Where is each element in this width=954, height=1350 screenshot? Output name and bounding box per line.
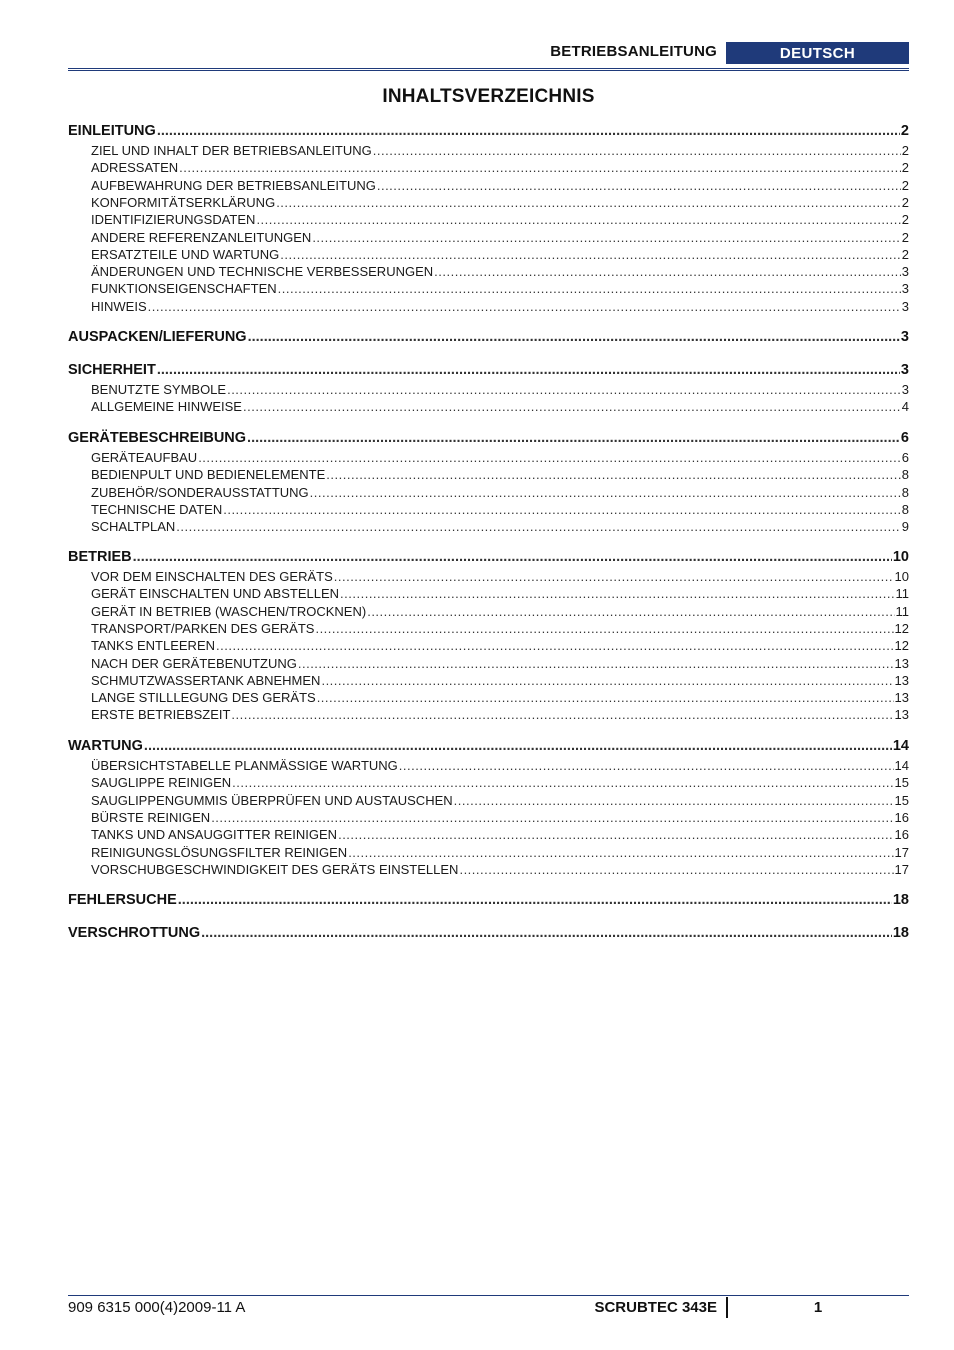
header-title: BETRIEBSANLEITUNG [550, 43, 717, 60]
toc-dot-leader [144, 738, 892, 754]
toc-subsection-page: 17 [894, 861, 909, 877]
toc-subsection-page: 2 [901, 246, 909, 262]
toc-subsection-entry [91, 707, 909, 723]
toc-subsection-title: GERÄTEAUFBAU [91, 450, 198, 465]
toc-subsection-entry [91, 827, 909, 843]
toc-subsection-entry [91, 569, 909, 585]
toc-section-entry [68, 123, 909, 141]
toc-dot-leader [247, 430, 900, 446]
toc-subsection-title: ERSTE BETRIEBSZEIT [91, 707, 231, 723]
toc-dot-leader [338, 827, 893, 842]
toc-section-entry [68, 362, 909, 380]
toc-subsection-page: 2 [901, 160, 909, 176]
toc-dot-leader [211, 810, 893, 825]
toc-section-title: FEHLERSUCHE [68, 892, 177, 908]
toc-dot-leader [231, 707, 893, 722]
toc-dot-leader [315, 621, 893, 636]
toc-dot-leader [317, 690, 894, 705]
toc-subsection-entry [91, 673, 909, 689]
toc-dot-leader [176, 519, 900, 534]
toc-subsection-title: HINWEIS [91, 298, 147, 314]
toc-subsection-title: TANKS UND ANSAUGGITTER REINIGEN [91, 827, 338, 843]
toc-dot-leader [399, 758, 894, 773]
toc-subsection-title: ÄNDERUNGEN UND TECHNISCHE VERBESSERUNGEN [91, 264, 434, 280]
toc-subsection-entry [91, 810, 909, 826]
toc-subsection-title: TECHNISCHE DATEN [91, 501, 223, 517]
toc-subsection-page: 2 [901, 143, 909, 158]
toc-section-page: 14 [892, 738, 909, 754]
toc-dot-leader [278, 281, 901, 296]
toc-subsection-title: FUNKTIONSEIGENSCHAFTEN [91, 281, 277, 297]
toc-dot-leader [223, 502, 901, 517]
toc-dot-leader [298, 656, 894, 671]
toc-section-title: BETRIEB [68, 549, 132, 565]
toc-subsection-title: ZUBEHÖR/SONDERAUSSTATTUNG [91, 484, 309, 500]
toc-subsection-page: 10 [894, 569, 909, 584]
toc-dot-leader [373, 143, 901, 158]
toc-section-title: AUSPACKEN/LIEFERUNG [68, 329, 247, 345]
toc-section-page: 6 [900, 430, 909, 446]
toc-subsection-title: IDENTIFIZIERUNGSDATEN [91, 212, 256, 228]
toc-dot-leader [157, 362, 900, 378]
toc-subsection-page: 11 [895, 586, 909, 602]
toc-subsection-entry [91, 230, 909, 246]
toc-subsection-entry [91, 775, 909, 791]
toc-subsection-title: ZIEL UND INHALT DER BETRIEBSANLEITUNG [91, 143, 372, 158]
toc-dot-leader [340, 586, 894, 601]
toc-subsection-page: 15 [894, 775, 909, 791]
toc-subsection-title: BEDIENPULT UND BEDIENELEMENTE [91, 467, 326, 483]
toc-section-entry [68, 925, 909, 943]
toc-subsection-title: BENUTZTE SYMBOLE [91, 382, 227, 397]
toc-subsection-entry [91, 621, 909, 637]
toc-dot-leader [256, 212, 900, 227]
toc-subsection-page: 16 [894, 827, 909, 843]
toc-dot-leader [227, 382, 901, 397]
toc-section-entry [68, 892, 909, 910]
toc-section-entry [68, 430, 909, 448]
toc-dot-leader [321, 673, 893, 688]
toc-subsection-title: LANGE STILLLEGUNG DES GERÄTS [91, 690, 316, 706]
toc-subsection-page: 13 [894, 655, 909, 671]
toc-subsection-entry [91, 299, 909, 315]
toc-subsection-title: GERÄT IN BETRIEB (WASCHEN/TROCKNEN) [91, 603, 367, 619]
toc-subsection-title: REINIGUNGSLÖSUNGSFILTER REINIGEN [91, 844, 348, 860]
toc-subsection-title: VOR DEM EINSCHALTEN DES GERÄTS [91, 569, 333, 584]
toc-section-entry [68, 738, 909, 756]
toc-dot-leader [434, 264, 901, 279]
toc-subsection-entry [91, 485, 909, 501]
toc-section-entry [68, 549, 909, 567]
page-title: INHALTSVERZEICHNIS [382, 86, 595, 107]
toc-subsection-entry [91, 502, 909, 518]
header-rule-secondary [68, 70, 909, 71]
toc-subsection-entry [91, 467, 909, 483]
toc-subsection-title: SCHALTPLAN [91, 519, 176, 535]
toc-subsection-entry [91, 656, 909, 672]
toc-subsection-title: AUFBEWAHRUNG DER BETRIEBSANLEITUNG [91, 177, 376, 193]
toc-subsection-page: 16 [894, 809, 909, 825]
toc-subsection-entry [91, 399, 909, 415]
toc-subsection-page: 15 [894, 792, 909, 808]
toc-subsection-page: 13 [894, 672, 909, 688]
footer-doc-number: 909 6315 000(4)2009-11 A [68, 1299, 246, 1316]
toc-subsection-page: 17 [894, 844, 909, 860]
toc-dot-leader [243, 399, 901, 414]
toc-section-page: 18 [892, 892, 909, 908]
toc-subsection-page: 13 [894, 707, 909, 723]
toc-section-page: 2 [900, 123, 909, 139]
toc-section-title: EINLEITUNG [68, 123, 156, 139]
toc-dot-leader [133, 549, 892, 565]
toc-subsection-title: SCHMUTZWASSERTANK ABNEHMEN [91, 672, 321, 688]
toc-subsection-entry [91, 586, 909, 602]
toc-subsection-title: GERÄT EINSCHALTEN UND ABSTELLEN [91, 586, 340, 602]
toc-subsection-entry [91, 281, 909, 297]
toc-subsection-page: 11 [895, 603, 909, 619]
toc-subsection-entry [91, 638, 909, 654]
toc-subsection-page: 9 [901, 519, 909, 535]
toc-subsection-title: ALLGEMEINE HINWEISE [91, 399, 242, 415]
toc-subsection-entry [91, 845, 909, 861]
toc-dot-leader [216, 638, 894, 653]
toc-subsection-entry [91, 212, 909, 228]
toc-section-title: WARTUNG [68, 738, 143, 754]
toc-dot-leader [201, 925, 892, 941]
toc-dot-leader [367, 604, 894, 619]
toc-subsection-title: SAUGLIPPENGUMMIS ÜBERPRÜFEN UND AUSTAUSCHEN [91, 792, 453, 808]
toc-subsection-title: KONFORMITÄTSERKLÄRUNG [91, 194, 276, 210]
toc-subsection-page: 3 [901, 382, 909, 397]
toc-dot-leader [276, 195, 901, 210]
toc-dot-leader [179, 160, 901, 175]
toc-subsection-page: 3 [901, 264, 909, 280]
toc-section-entry [68, 329, 909, 347]
toc-dot-leader [280, 247, 900, 262]
toc-subsection-title: TANKS ENTLEEREN [91, 638, 216, 654]
toc-subsection-entry [91, 604, 909, 620]
toc-subsection-page: 3 [901, 298, 909, 314]
toc-dot-leader [312, 230, 900, 245]
toc-subsection-entry [91, 264, 909, 280]
toc-dot-leader [310, 485, 901, 500]
toc-section-title: SICHERHEIT [68, 362, 156, 378]
toc-subsection-entry [91, 143, 909, 159]
toc-section-title: GERÄTEBESCHREIBUNG [68, 430, 247, 446]
toc-subsection-entry [91, 178, 909, 194]
toc-section-page: 3 [900, 329, 909, 345]
toc-dot-leader [198, 450, 901, 465]
toc-dot-leader [334, 569, 894, 584]
footer-page-number: 1 [813, 1299, 823, 1316]
toc-subsection-title: NACH DER GERÄTEBENUTZUNG [91, 655, 297, 671]
toc-subsection-title: ANDERE REFERENZANLEITUNGEN [91, 229, 312, 245]
toc-subsection-entry [91, 247, 909, 263]
toc-subsection-title: ERSATZTEILE UND WARTUNG [91, 246, 280, 262]
toc-subsection-entry [91, 195, 909, 211]
toc-subsection-page: 8 [901, 467, 909, 483]
toc-subsection-page: 2 [901, 212, 909, 228]
toc-dot-leader [157, 123, 900, 139]
toc-subsection-entry [91, 450, 909, 466]
toc-subsection-entry [91, 862, 909, 878]
toc-subsection-page: 8 [901, 501, 909, 517]
toc-dot-leader [459, 862, 893, 877]
footer-rule [68, 1295, 909, 1296]
toc-subsection-title: ADRESSATEN [91, 160, 179, 176]
toc-subsection-title: VORSCHUBGESCHWINDIGKEIT DES GERÄTS EINSTELLEN [91, 861, 459, 877]
toc-section-page: 3 [900, 362, 909, 378]
toc-dot-leader [178, 892, 892, 908]
toc-section-title: VERSCHROTTUNG [68, 925, 201, 941]
language-badge: DEUTSCH [726, 42, 909, 64]
footer-model: SCRUBTEC 343E [594, 1299, 717, 1316]
toc-subsection-page: 4 [901, 399, 909, 415]
toc-dot-leader [248, 329, 900, 345]
toc-subsection-page: 14 [894, 758, 909, 773]
toc-subsection-title: ÜBERSICHTSTABELLE PLANMÄSSIGE WARTUNG [91, 758, 398, 773]
toc-dot-leader [348, 845, 893, 860]
toc-subsection-title: TRANSPORT/PARKEN DES GERÄTS [91, 620, 315, 636]
toc-subsection-page: 6 [901, 450, 909, 465]
toc-subsection-title: SAUGLIPPE REINIGEN [91, 775, 232, 791]
toc-subsection-page: 2 [901, 177, 909, 193]
toc-subsection-entry [91, 758, 909, 774]
toc-subsection-page: 13 [894, 690, 909, 706]
footer-separator [726, 1297, 728, 1318]
toc-subsection-page: 12 [894, 620, 909, 636]
toc-section-page: 18 [892, 925, 909, 941]
toc-subsection-entry [91, 519, 909, 535]
toc-subsection-page: 2 [901, 229, 909, 245]
toc-dot-leader [232, 775, 893, 790]
toc-subsection-entry [91, 160, 909, 176]
toc-subsection-title: BÜRSTE REINIGEN [91, 809, 211, 825]
toc-dot-leader [454, 793, 894, 808]
toc-dot-leader [377, 178, 901, 193]
toc-dot-leader [326, 467, 900, 482]
toc-subsection-page: 2 [901, 194, 909, 210]
toc-section-page: 10 [892, 549, 909, 565]
toc-subsection-page: 12 [894, 638, 909, 654]
toc-dot-leader [148, 299, 901, 314]
toc-subsection-page: 3 [901, 281, 909, 297]
header-rule [68, 68, 909, 69]
toc-subsection-entry [91, 690, 909, 706]
toc-subsection-entry [91, 793, 909, 809]
toc-subsection-entry [91, 382, 909, 398]
toc-subsection-page: 8 [901, 484, 909, 500]
